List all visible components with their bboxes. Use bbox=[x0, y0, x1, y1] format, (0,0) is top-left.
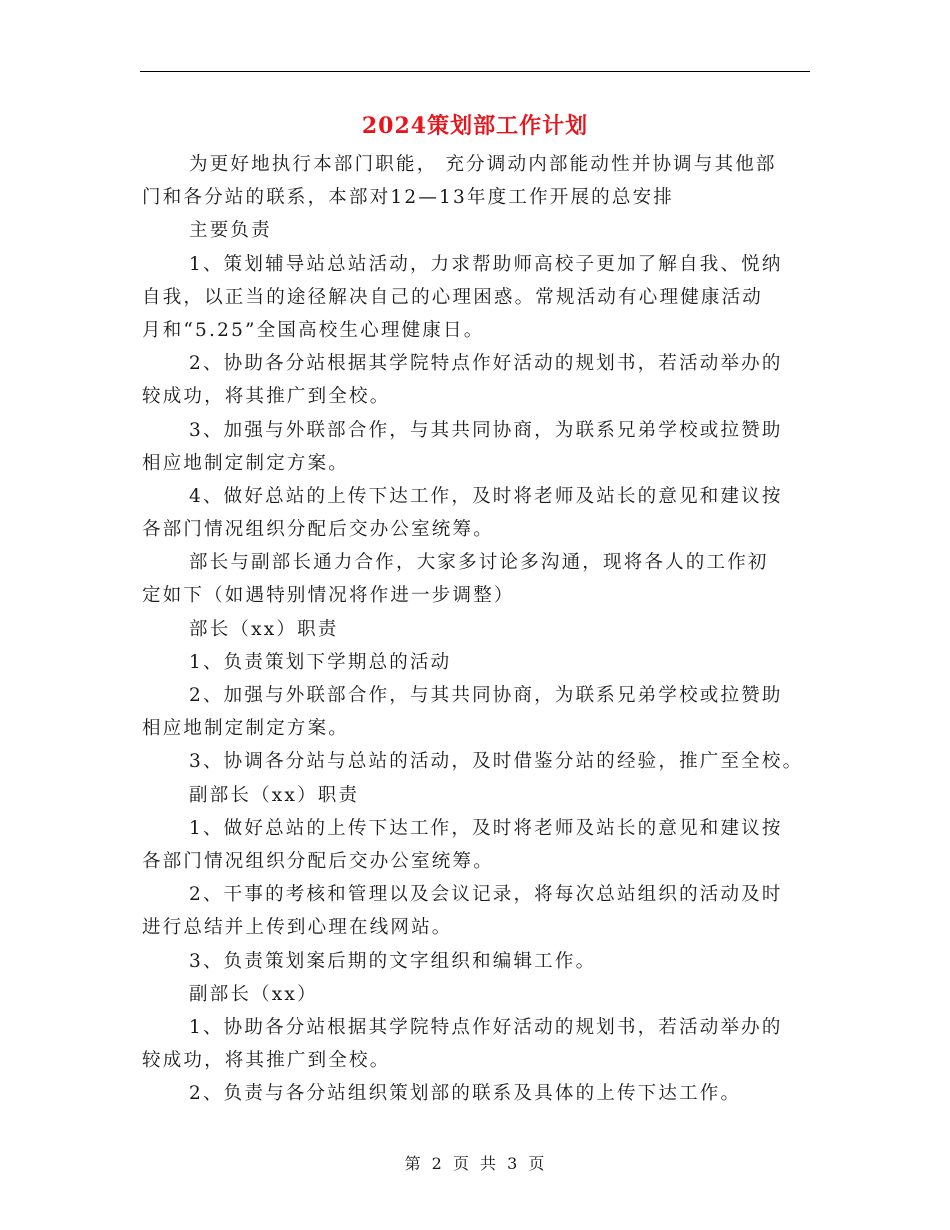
paragraph-line: 1、策划辅导站总站活动，力求帮助师高校子更加了解自我、悦纳 bbox=[189, 253, 783, 275]
paragraph-line: 进行总结并上传到心理在线网站。 bbox=[142, 917, 453, 939]
paragraph-line: 4、做好总站的上传下达工作，及时将老师及站长的意见和建议按 bbox=[189, 485, 783, 507]
document-title: 2024策划部工作计划 bbox=[361, 113, 589, 139]
paragraph-line: 定如下（如遇特别情况将作进一步调整） bbox=[142, 585, 515, 607]
paragraph-line: 2、干事的考核和管理以及会议记录，将每次总站组织的活动及时 bbox=[189, 884, 783, 906]
paragraph-line: 1、做好总站的上传下达工作，及时将老师及站长的意见和建议按 bbox=[189, 817, 783, 839]
paragraph-line: 副部长（xx）职责 bbox=[189, 784, 360, 806]
paragraph-line: 较成功，将其推广到全校。 bbox=[142, 1050, 391, 1072]
paragraph-line: 相应地制定制定方案。 bbox=[142, 718, 350, 740]
paragraph-line: 月和“5.25”全国高校生心理健康日。 bbox=[142, 319, 485, 341]
paragraph-line: 各部门情况组织分配后交办公室统筹。 bbox=[142, 850, 494, 872]
header-rule bbox=[140, 71, 810, 72]
paragraph-line: 相应地制定制定方案。 bbox=[142, 452, 350, 474]
paragraph-line: 部长（xx）职责 bbox=[189, 618, 339, 640]
paragraph-line: 各部门情况组织分配后交办公室统筹。 bbox=[142, 519, 494, 541]
document-body bbox=[142, 148, 822, 1110]
paragraph-line: 3、负责策划案后期的文字组织和编辑工作。 bbox=[189, 950, 597, 972]
paragraph-line: 2、负责与各分站组织策划部的联系及具体的上传下达工作。 bbox=[189, 1083, 742, 1105]
paragraph-line: 门和各分站的联系，本部对12—13年度工作开展的总安排 bbox=[142, 187, 674, 209]
paragraph-line: 2、加强与外联部合作，与其共同协商，为联系兄弟学校或拉赞助 bbox=[189, 685, 783, 706]
paragraph-line: 较成功，将其推广到全校。 bbox=[142, 386, 391, 408]
paragraph-line: 副部长（xx） bbox=[189, 983, 318, 1005]
paragraph-line: 1、负责策划下学期总的活动 bbox=[189, 651, 452, 673]
page-footer: 第 2 页 共 3 页 bbox=[404, 1154, 546, 1173]
paragraph-line: 3、协调各分站与总站的活动，及时借鉴分站的经验，推广至全校。 bbox=[189, 751, 804, 773]
paragraph-line: 自我，以正当的途径解决自己的心理困惑。常规活动有心理健康活动 bbox=[142, 286, 764, 308]
paragraph-line: 1、协助各分站根据其学院特点作好活动的规划书，若活动举办的 bbox=[189, 1016, 783, 1038]
paragraph-line: 部长与副部长通力合作，大家多讨论多沟通，现将各人的工作初 bbox=[189, 552, 769, 574]
paragraph-line: 3、加强与外联部合作，与其共同协商，为联系兄弟学校或拉赞助 bbox=[189, 419, 783, 441]
paragraph-line: 为更好地执行本部门职能， 充分调动内部能动性并协调与其他部 bbox=[189, 154, 777, 175]
paragraph-line: 主要负责 bbox=[189, 220, 272, 242]
paragraph-line: 2、协助各分站根据其学院特点作好活动的规划书，若活动举办的 bbox=[189, 353, 783, 375]
